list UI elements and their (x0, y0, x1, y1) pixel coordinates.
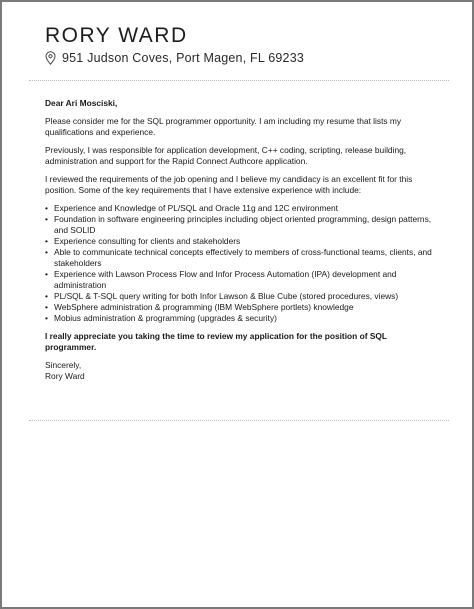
map-pin-icon (45, 51, 56, 65)
header-divider (29, 80, 449, 81)
list-item: • Foundation in software engineering principles including object oriented programming, design patterns, and SOLID (45, 214, 437, 236)
signature-name: Rory Ward (45, 371, 85, 381)
paragraph-requirements: I reviewed the requirements of the job opening and I believe my candidacy is an excellent fit for this position. Some of the key requirements that I have extensive experience with include: (45, 174, 413, 195)
salutation: Dear Ari Mosciski, (45, 98, 118, 108)
address-line (45, 50, 304, 66)
paragraph-experience: Previously, I was responsible for application development, C++ coding, scripting, release building, administration and support for the Rapid Connect Authcore application. (45, 145, 407, 166)
list-item: • WebSphere administration & programming (IBM WebSphere portlets) knowledge (45, 302, 437, 313)
list-item: • PL/SQL & T-SQL query writing for both Infor Lawson & Blue Cube (stored procedures, views) (45, 291, 437, 302)
applicant-name: RORY WARD (45, 24, 188, 47)
list-item: • Experience with Lawson Process Flow and Infor Process Automation (IPA) development and administration (45, 269, 437, 291)
paragraph-intro: Please consider me for the SQL programmer opportunity. I am including my resume that lists my qualifications and experience. (45, 116, 402, 137)
list-item: • Experience consulting for clients and stakeholders (45, 236, 437, 247)
footer-divider (29, 420, 449, 421)
signoff: Sincerely, (45, 360, 82, 370)
letter-body (45, 98, 437, 382)
address-text: 951 Judson Coves, Port Magen, FL 69233 (62, 51, 305, 65)
list-item: • Experience and Knowledge of PL/SQL and Oracle 11g and 12C environment (45, 203, 437, 214)
list-item: • Mobius administration & programming (upgrades & security) (45, 313, 437, 324)
closing-statement: I really appreciate you taking the time to review my application for the position of SQL programmer. (45, 331, 387, 352)
requirements-list (45, 203, 437, 324)
letter-page (2, 2, 472, 607)
list-item: • Able to communicate technical concepts effectively to members of cross-functional teams, clients, and stakeholders (45, 247, 437, 269)
